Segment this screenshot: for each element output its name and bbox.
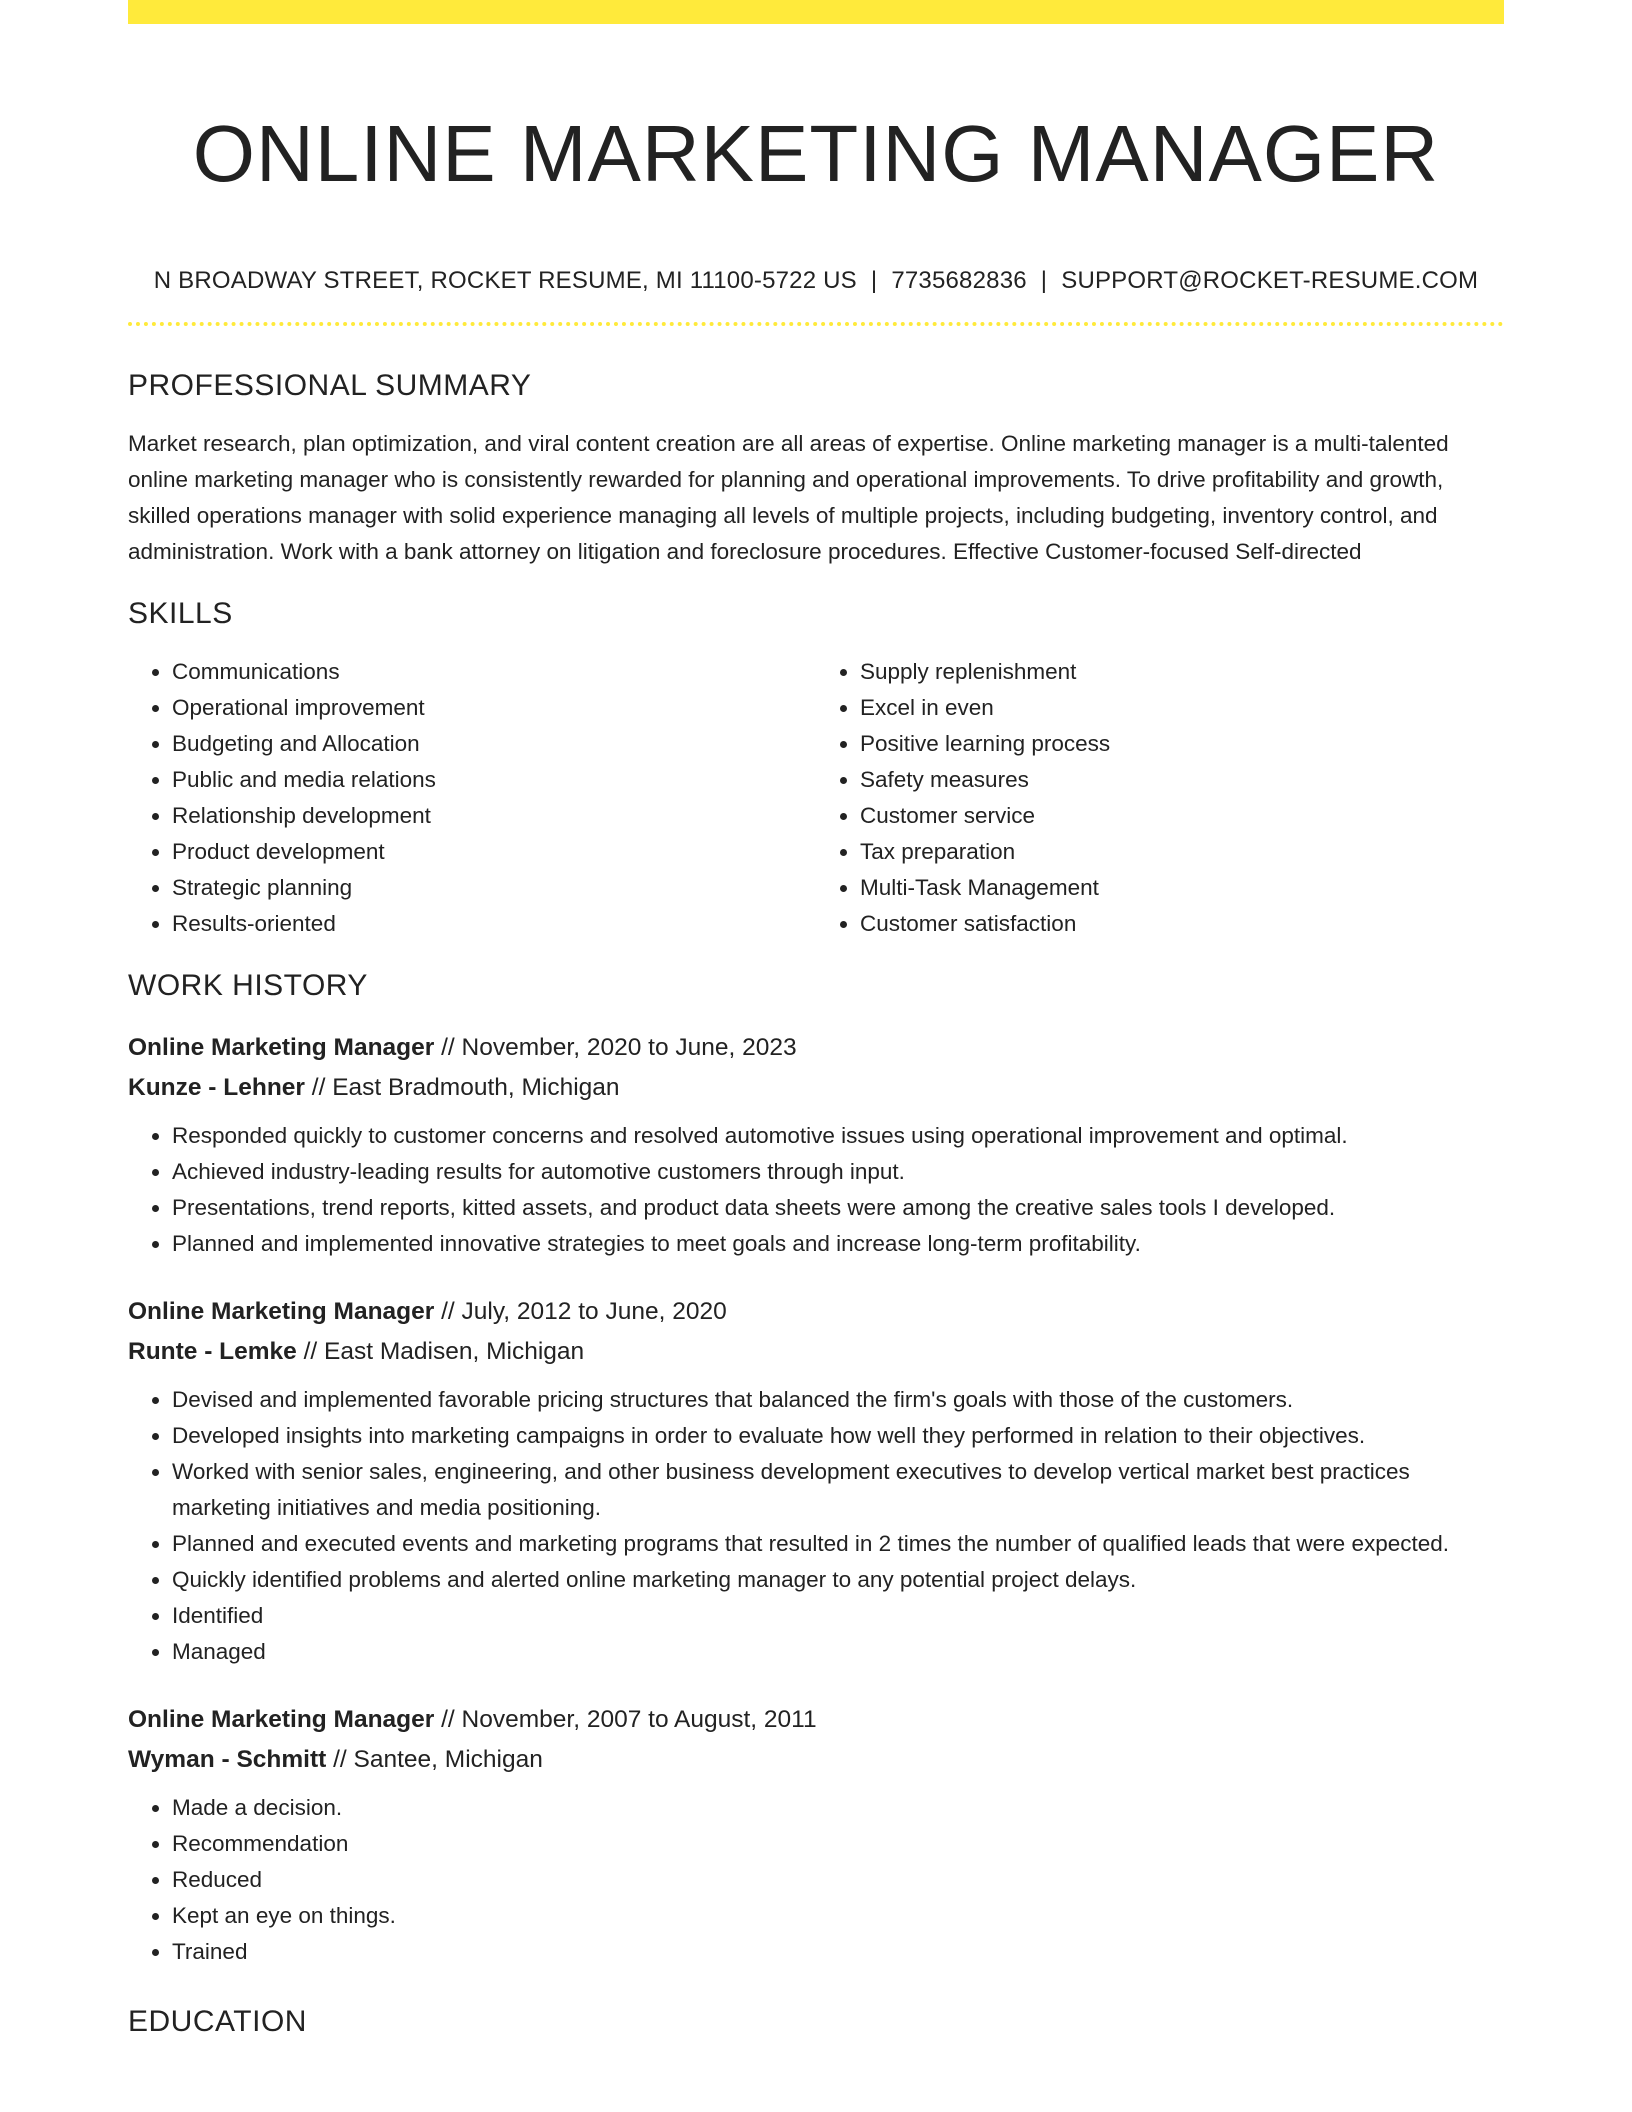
skill-item: • Operational improvement xyxy=(172,690,816,726)
job-company: Runte - Lemke xyxy=(128,1338,297,1365)
job-location: // East Bradmouth, Michigan xyxy=(311,1074,620,1101)
section-title-summary: PROFESSIONAL SUMMARY xyxy=(128,369,532,402)
section-title-work-history: WORK HISTORY xyxy=(128,969,368,1002)
skill-item: • Results-oriented xyxy=(172,906,816,942)
job-role-line xyxy=(128,1700,1504,1740)
job-bullet: • Made a decision. xyxy=(172,1790,1504,1826)
job-company: Kunze - Lehner xyxy=(128,1074,305,1101)
job-bullet: • Quickly identified problems and alerted online marketing manager to any potential project delays. xyxy=(172,1562,1504,1598)
skill-item: • Tax preparation xyxy=(860,834,1504,870)
job-bullet: • Achieved industry-leading results for automotive customers through input. xyxy=(172,1154,1504,1190)
job-bullet: • Devised and implemented favorable pricing structures that balanced the firm's goals with those of the customers. xyxy=(172,1382,1504,1418)
job-role: Online Marketing Manager xyxy=(128,1298,435,1325)
skill-item: • Customer service xyxy=(860,798,1504,834)
skill-item: • Communications xyxy=(172,654,816,690)
resume-page xyxy=(128,0,1504,2042)
job-location: // Santee, Michigan xyxy=(333,1746,543,1773)
job-role-line xyxy=(128,1292,1504,1332)
section-title-education: EDUCATION xyxy=(128,2005,307,2038)
job-company: Wyman - Schmitt xyxy=(128,1746,327,1773)
job-bullet: • Identified xyxy=(172,1598,1504,1634)
job-role: Online Marketing Manager xyxy=(128,1706,435,1733)
job-dates: // November, 2007 to August, 2011 xyxy=(441,1706,817,1733)
skill-item: • Multi-Task Management xyxy=(860,870,1504,906)
job-bullet: • Presentations, trend reports, kitted assets, and product data sheets were among the creative sales tools I developed. xyxy=(172,1190,1504,1226)
job-bullet: • Planned and implemented innovative strategies to meet goals and increase long-term profitability. xyxy=(172,1226,1504,1262)
skill-item: • Positive learning process xyxy=(860,726,1504,762)
contact-line xyxy=(128,266,1504,296)
job-bullet: • Developed insights into marketing campaigns in order to evaluate how well they performed in relation to their objectives. xyxy=(172,1418,1504,1454)
summary-text: Market research, plan optimization, and viral content creation are all areas of expertise. Online marketing manager is a multi-talented online marketing manager who is consistently rewarded for planning and operational improvements. To drive profitability and growth, skilled operations manager with solid experience managing all levels of multiple projects, including budgeting, inventory control, and administration. Work with a bank attorney on litigation and foreclosure procedures. Effective Customer-focused Self-directed xyxy=(128,431,1449,564)
contact-phone: 7735682836 xyxy=(891,267,1027,294)
job-bullets xyxy=(128,1790,1504,1970)
job-bullet: • Managed xyxy=(172,1634,1504,1670)
job-company-line xyxy=(128,1740,1504,1780)
contact-email: SUPPORT@ROCKET-RESUME.COM xyxy=(1061,267,1479,294)
job-bullet: • Recommendation xyxy=(172,1826,1504,1862)
job-company-line xyxy=(128,1068,1504,1108)
job-bullets xyxy=(128,1382,1504,1670)
job-bullet: • Trained xyxy=(172,1934,1504,1970)
contact-address: N BROADWAY STREET, ROCKET RESUME, MI 11100-5722 US xyxy=(153,267,857,294)
dotted-divider xyxy=(128,322,1504,326)
job-bullet: • Worked with senior sales, engineering, and other business development executives to develop vertical market best practices marketing initiatives and media positioning. xyxy=(172,1454,1504,1526)
skill-item: • Excel in even xyxy=(860,690,1504,726)
skill-item: • Budgeting and Allocation xyxy=(172,726,816,762)
job-role-line xyxy=(128,1028,1504,1068)
job-dates: // July, 2012 to June, 2020 xyxy=(441,1298,727,1325)
job-location: // East Madisen, Michigan xyxy=(303,1338,585,1365)
skill-item: • Safety measures xyxy=(860,762,1504,798)
job-company-line xyxy=(128,1332,1504,1372)
section-title-skills: SKILLS xyxy=(128,597,233,630)
job-bullet: • Kept an eye on things. xyxy=(172,1898,1504,1934)
job-dates: // November, 2020 to June, 2023 xyxy=(441,1034,797,1061)
job-entry xyxy=(128,1292,1504,1670)
skill-item: • Product development xyxy=(172,834,816,870)
job-bullet: • Reduced xyxy=(172,1862,1504,1898)
job-bullet: • Planned and executed events and marketing programs that resulted in 2 times the number of qualified leads that were expected. xyxy=(172,1526,1504,1562)
skill-item: • Relationship development xyxy=(172,798,816,834)
skills-list-left xyxy=(128,654,816,942)
contact-separator: | xyxy=(1040,267,1048,294)
skills-list-right xyxy=(816,654,1504,942)
resume-title: ONLINE MARKETING MANAGER xyxy=(192,109,1440,198)
job-entry xyxy=(128,1028,1504,1262)
skill-item: • Customer satisfaction xyxy=(860,906,1504,942)
skill-item: • Strategic planning xyxy=(172,870,816,906)
top-accent-bar xyxy=(128,0,1504,24)
skill-item: • Public and media relations xyxy=(172,762,816,798)
skills-columns xyxy=(128,654,1504,942)
job-role: Online Marketing Manager xyxy=(128,1034,435,1061)
contact-separator: | xyxy=(870,267,878,294)
job-bullet: • Responded quickly to customer concerns and resolved automotive issues using operational improvement and optimal. xyxy=(172,1118,1504,1154)
skill-item: • Supply replenishment xyxy=(860,654,1504,690)
job-entry xyxy=(128,1700,1504,1970)
job-bullets xyxy=(128,1118,1504,1262)
